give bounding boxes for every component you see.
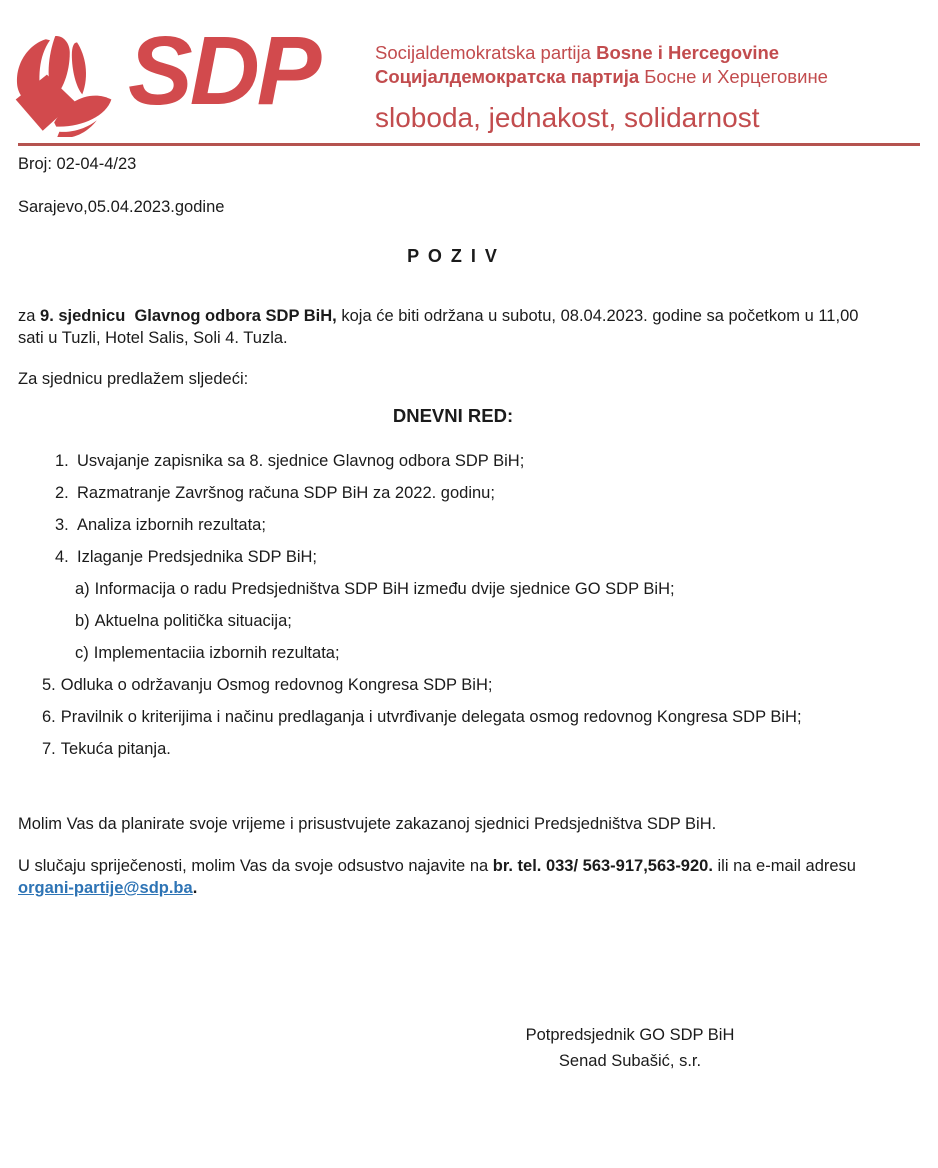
letter-body: [0, 153, 938, 1074]
attendance-request: Molim Vas da planirate svoje vrijeme i prisustvujete zakazanoj sjednici Predsjedništva SDP BiH.: [18, 815, 717, 833]
invitation-session-bold: 9. sjednicu Glavnog odbora SDP BiH,: [40, 307, 337, 325]
agenda-item: [18, 611, 888, 632]
agenda-item-marker: 3.: [55, 516, 69, 534]
agenda-heading: DNEVNI RED:: [392, 405, 514, 426]
signatory-role: Potpredsjednik GO SDP BiH: [525, 1026, 735, 1044]
reference-number: Broj: 02-04-4/23: [18, 155, 137, 173]
sdp-wordmark: SDP: [128, 16, 319, 125]
agenda-item-text: Tekuća pitanja.: [60, 740, 171, 758]
proposal-line: Za sjednicu predlažem sljedeći:: [18, 370, 249, 388]
agenda-list: [18, 451, 888, 760]
letterhead: [0, 0, 938, 146]
agenda-item-marker: 5.: [42, 676, 56, 694]
agenda-item-marker: 1.: [55, 452, 69, 470]
agenda-item: [18, 515, 888, 536]
party-motto: sloboda, jednakost, solidarnost: [375, 102, 760, 133]
absence-suffix: .: [192, 879, 198, 897]
agenda-item-marker: 7.: [42, 740, 56, 758]
agenda-item-marker: 6.: [42, 708, 56, 726]
document-title: P O Z I V: [407, 246, 499, 266]
signatory-name: Senad Subašić, s.r.: [558, 1052, 702, 1070]
header-divider-line: [18, 143, 920, 146]
agenda-item: [18, 675, 888, 696]
absence-notice: [18, 855, 888, 899]
agenda-item-text: Izlaganje Predsjednika SDP BiH;: [77, 548, 317, 566]
invitation-details: koja će biti održana u subotu, 08.04.2023. godine sa početkom u 11,00 sati u Tuzli, Hotel Salis, Soli 4. Tuzla.: [18, 307, 864, 347]
absence-middle: ili na e-mail adresu: [712, 857, 856, 875]
invitation-prefix: za: [18, 307, 41, 325]
agenda-item: [18, 483, 888, 504]
agenda-item: [18, 707, 888, 728]
agenda-item-marker: b): [75, 612, 90, 630]
agenda-item-marker: a): [75, 580, 90, 598]
absence-prefix: U slučaju spriječenosti, molim Vas da svoje odsustvo najavite na: [18, 857, 493, 875]
party-name-latin-bold: Bosne i Hercegovine: [596, 42, 780, 63]
agenda-item-text: Pravilnik o kriterijima i načinu predlaganja i utvrđivanje delegata osmog redovnog Kongresa SDP BiH;: [60, 708, 802, 726]
invitation-paragraph: [18, 305, 888, 349]
agenda-item: [18, 451, 888, 472]
party-name-cyrillic: [375, 65, 828, 89]
agenda-item-marker: 2.: [55, 484, 69, 502]
party-name-cyrillic-bold: Социјалдемократска партија: [375, 66, 645, 87]
agenda-item-text: Razmatranje Završnog računa SDP BiH za 2022. godinu;: [77, 484, 495, 502]
agenda-item-text: Aktuelna politička situacija;: [94, 612, 292, 630]
agenda-item-text: Odluka o održavanju Osmog redovnog Kongresa SDP BiH;: [60, 676, 493, 694]
party-name-block: [375, 41, 828, 134]
agenda-item-marker: c): [75, 644, 89, 662]
agenda-item-text: Analiza izbornih rezultata;: [77, 516, 266, 534]
place-and-date: Sarajevo,05.04.2023.godine: [18, 198, 225, 216]
signature-block: [480, 1022, 780, 1074]
agenda-item-marker: 4.: [55, 548, 69, 566]
email-link[interactable]: organi-partije@sdp.ba: [18, 879, 193, 897]
party-name-latin-regular: Socijaldemokratska partija: [375, 42, 597, 63]
party-name-latin: [375, 41, 828, 65]
agenda-item: [18, 643, 888, 664]
sdp-rose-logo: [8, 33, 118, 137]
agenda-item: [18, 547, 888, 568]
party-name-cyrillic-regular: Босне и Херцеговине: [644, 66, 828, 87]
agenda-item-text: Usvajanje zapisnika sa 8. sjednice Glavnog odbora SDP BiH;: [77, 452, 525, 470]
phone-numbers: br. tel. 033/ 563-917,563-920.: [492, 857, 713, 875]
agenda-item: [18, 739, 888, 760]
agenda-item-text: Implementaciia izbornih rezultata;: [93, 644, 340, 662]
agenda-item-text: Informacija o radu Predsjedništva SDP BiH između dvije sjednice GO SDP BiH;: [94, 580, 675, 598]
agenda-item: [18, 579, 888, 600]
